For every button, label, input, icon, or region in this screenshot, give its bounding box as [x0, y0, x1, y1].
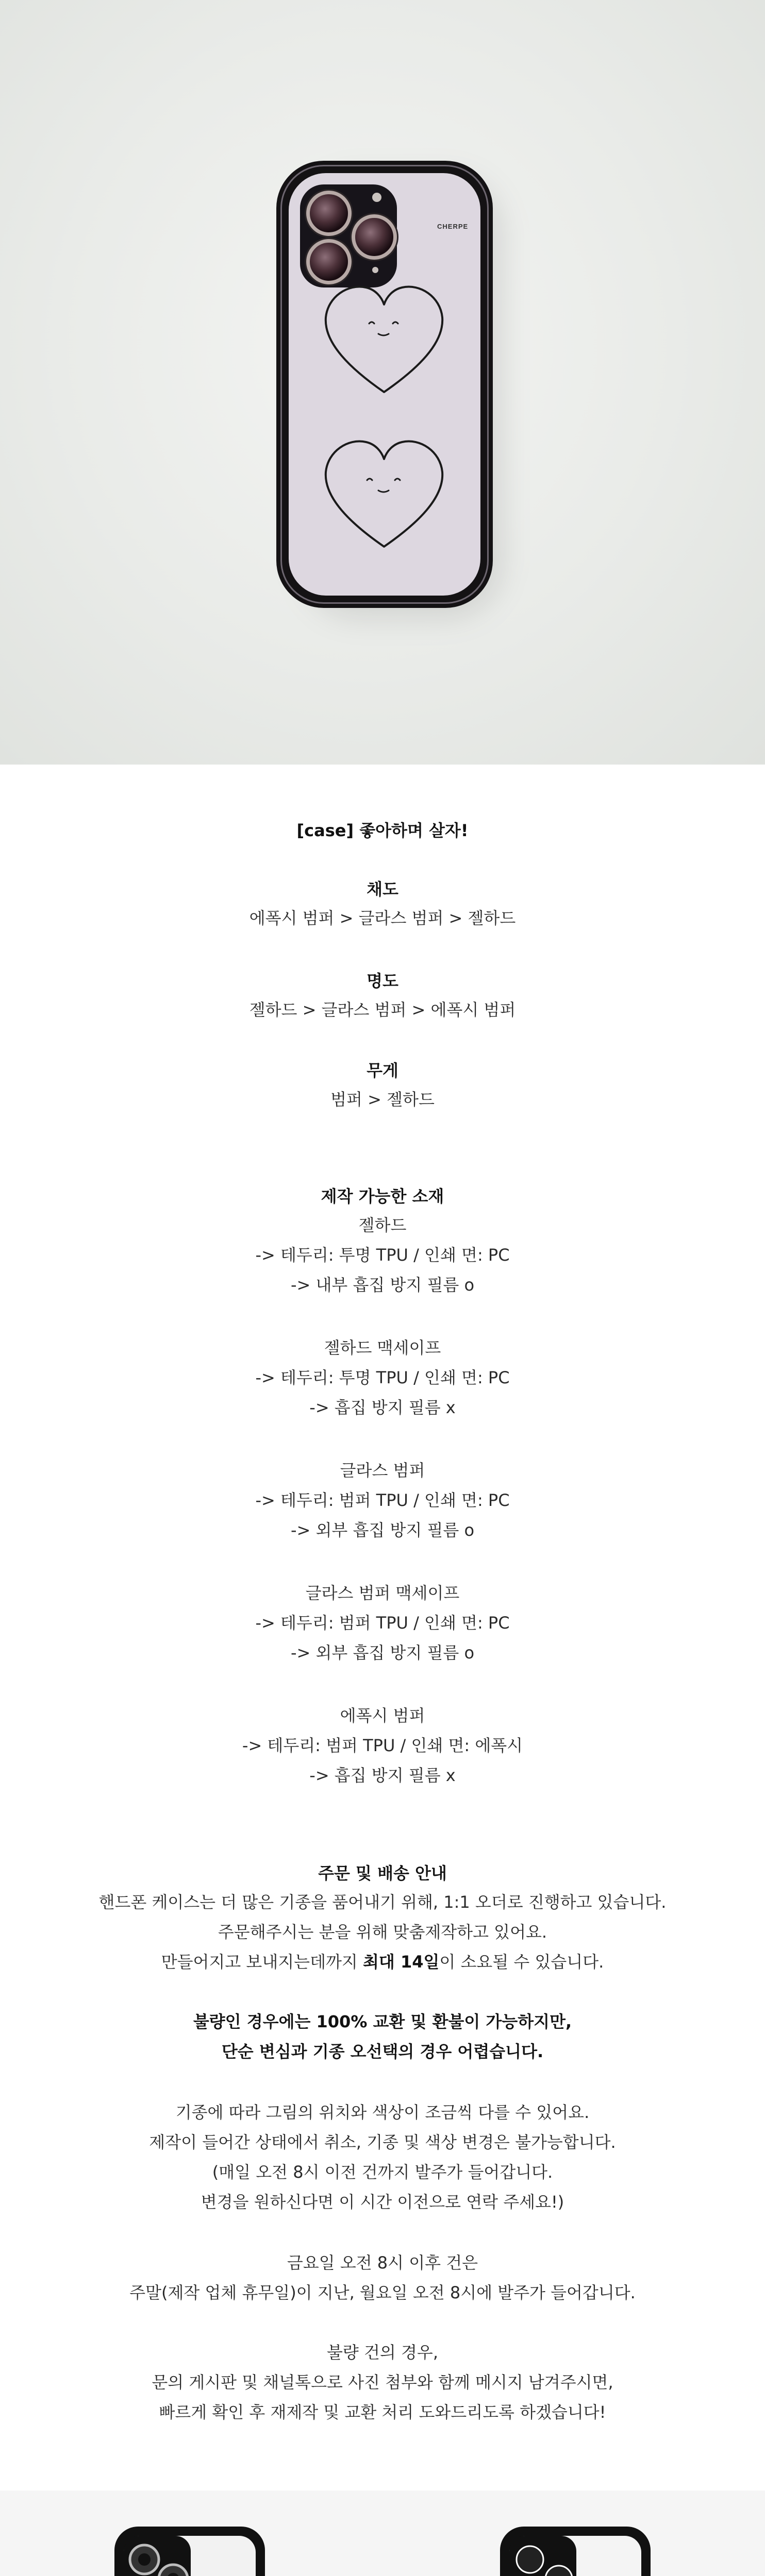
- defect-notice: 불량 건의 경우,: [327, 2343, 438, 2362]
- description-title: [case] 좋아하며 살자!: [296, 821, 469, 840]
- material-detail: -> 테두리: 범퍼 TPU / 인쇄 면: 에폭시: [242, 1736, 523, 1755]
- sensor-icon: [372, 267, 378, 273]
- brightness-heading: 명도: [367, 971, 398, 991]
- brightness-text: 젤하드 > 글라스 범퍼 > 에폭시 범퍼: [249, 1000, 516, 1020]
- hero-product-photo: [0, 0, 765, 765]
- order-text: 주문해주시는 분을 위해 맞춤제작하고 있어요.: [218, 1922, 547, 1942]
- material-name: 젤하드: [358, 1215, 407, 1235]
- order-text: 만들어지고 보내지는데까지 최대 14일이 소요될 수 있습니다.: [161, 1952, 604, 1972]
- brand-logo: CHERPE: [437, 223, 469, 230]
- weight-text: 범퍼 > 젤하드: [330, 1090, 435, 1109]
- epoxy-bumper-case-image: [498, 2524, 653, 2576]
- material-detail: -> 내부 흡집 방지 필름 o: [290, 1275, 475, 1295]
- material-name: 젤하드 맥세이프: [324, 1338, 441, 1358]
- refund-notice: 불량인 경우에는 100% 교환 및 환불이 가능하지만,: [193, 2012, 572, 2031]
- material-name: 에폭시 범퍼: [340, 1706, 425, 1725]
- notice-text: 변경을 원하신다면 이 시간 이전으로 연락 주세요!): [201, 2192, 564, 2212]
- material-name: 글라스 범퍼 맥세이프: [305, 1583, 460, 1603]
- clarity-heading: 채도: [367, 879, 398, 899]
- camera-island: [300, 184, 397, 287]
- product-description: [0, 765, 765, 2490]
- phone-case: [276, 161, 493, 608]
- order-text: 핸드폰 케이스는 더 많은 기종을 품어내기 위해, 1:1 오더로 진행하고 있습니다.: [98, 1892, 667, 1912]
- refund-notice: 단순 변심과 기종 오선택의 경우 어렵습니다.: [221, 2042, 544, 2061]
- material-detail: -> 테두리: 투명 TPU / 인쇄 면: PC: [255, 1245, 510, 1265]
- clarity-text: 에폭시 범퍼 > 글라스 범퍼 > 젤하드: [249, 908, 516, 928]
- material-name: 글라스 범퍼: [340, 1461, 425, 1480]
- weight-heading: 무게: [367, 1061, 398, 1080]
- material-detail: -> 외부 흡집 방지 필름 o: [290, 1520, 475, 1540]
- glass-bumper-case-image: [112, 2524, 267, 2576]
- friday-notice: 주말(제작 업체 휴무일)이 지난, 월요일 오전 8시에 발주가 들어갑니다.: [129, 2283, 636, 2302]
- camera-lens-icon: [306, 191, 352, 236]
- material-detail: -> 테두리: 투명 TPU / 인쇄 면: PC: [255, 1368, 510, 1387]
- material-detail: -> 흡집 방지 필름 x: [309, 1398, 456, 1417]
- defect-notice: 문의 게시판 및 채널톡으로 사진 첨부와 함께 메시지 남겨주시면,: [152, 2372, 613, 2392]
- material-detail: -> 흡집 방지 필름 x: [309, 1766, 456, 1785]
- flash-icon: [372, 193, 381, 202]
- material-detail: -> 테두리: 범퍼 TPU / 인쇄 면: PC: [255, 1613, 510, 1633]
- notice-text: (매일 오전 8시 이전 건까지 발주가 들어갑니다.: [212, 2162, 553, 2182]
- material-detail: -> 외부 흡집 방지 필름 o: [290, 1643, 475, 1663]
- notice-text: 기종에 따라 그림의 위치와 색상이 조금씩 다를 수 있어요.: [175, 2103, 590, 2122]
- case-type-gallery: [0, 2490, 765, 2576]
- smiling-heart-icon: [320, 276, 448, 405]
- notice-text: 제작이 들어간 상태에서 취소, 기종 및 색상 변경은 불가능합니다.: [149, 2132, 616, 2152]
- materials-heading: 제작 가능한 소재: [321, 1187, 444, 1206]
- order-heading: 주문 및 배송 안내: [318, 1863, 447, 1883]
- material-detail: -> 테두리: 범퍼 TPU / 인쇄 면: PC: [255, 1490, 510, 1510]
- defect-notice: 빠르게 확인 후 재제작 및 교환 처리 도와드리도록 하겠습니다!: [159, 2402, 606, 2422]
- case-back-panel: [289, 173, 480, 596]
- max-days-highlight: 최대 14일: [362, 1952, 440, 1972]
- camera-lens-icon: [352, 214, 397, 260]
- smiling-heart-icon: [320, 431, 448, 560]
- friday-notice: 금요일 오전 8시 이후 건은: [287, 2253, 478, 2273]
